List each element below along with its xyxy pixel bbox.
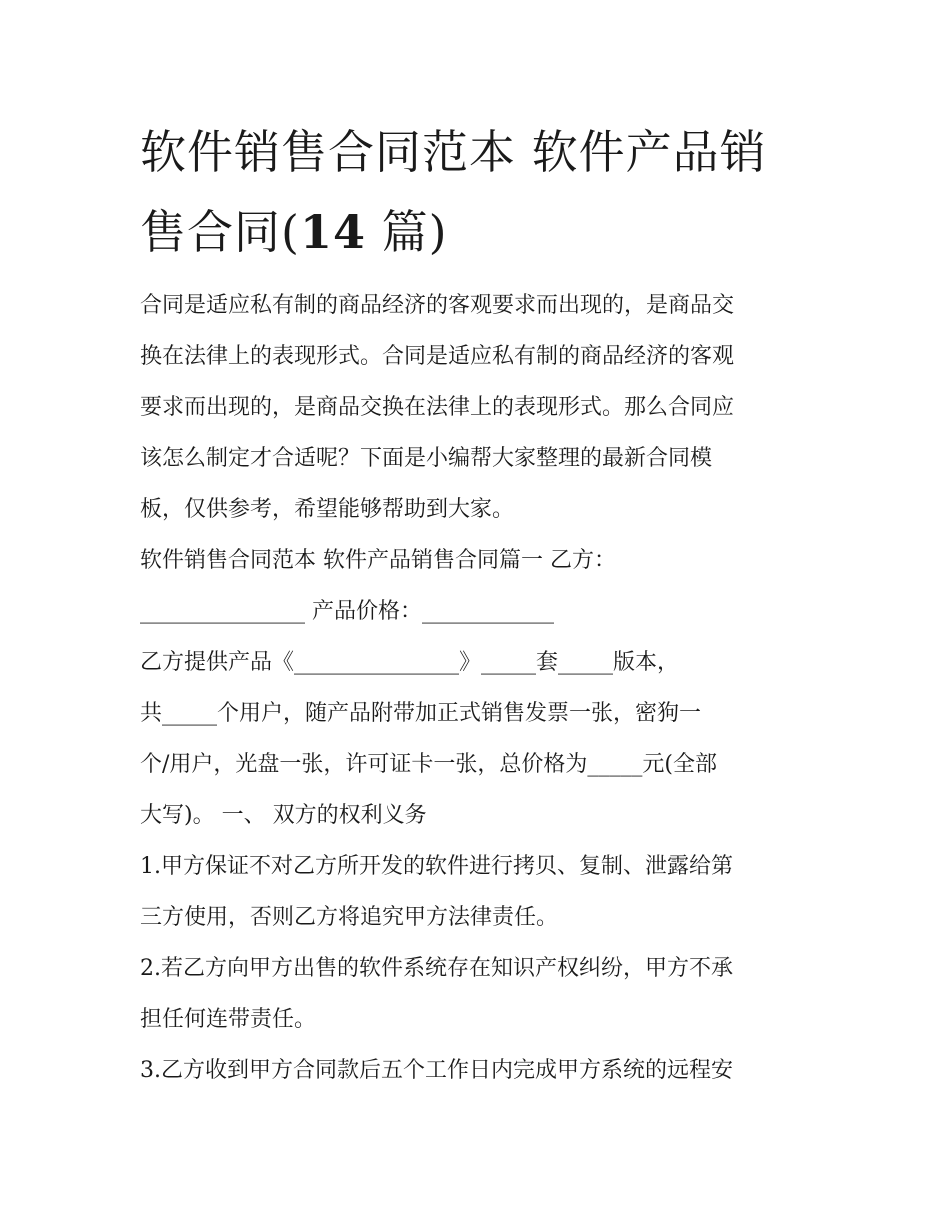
clause-line: 3.乙方收到甲方合同款后五个工作日内完成甲方系统的远程安 [140,1058,733,1083]
body-line: _______________ 产品价格：____________ [140,599,554,624]
title-count: 14 [299,205,366,259]
title-line-2: 售合同( [140,205,300,259]
clause-line: 担任何连带责任。 [140,1007,317,1032]
clause-line: 1.甲方保证不对乙方所开发的软件进行拷贝、复制、泄露给第 [140,854,733,879]
clause-line: 三方使用，否则乙方将追究甲方法律责任。 [140,905,559,930]
document-title [140,112,830,272]
title-line-2-end: 篇) [365,205,448,259]
clause-line: 2.若乙方向甲方出售的软件系统存在知识产权纠纷，甲方不承 [140,956,733,981]
body-line: 大写)。 一、 双方的权利义务 [140,803,427,828]
document-page [140,112,830,1096]
section-heading-line: 软件销售合同范本 软件产品销售合同篇一 乙方： [140,548,616,573]
body-line: 乙方提供产品《_______________》_____套_____版本， [140,650,680,675]
body-line: 该怎么制定才合适呢？下面是小编帮大家整理的最新合同模 [140,446,713,471]
body-line: 共_____个用户，随产品附带加正式销售发票一张，密狗一 [140,701,702,726]
body-line: 合同是适应私有制的商品经济的客观要求而出现的，是商品交 [140,293,735,318]
body-line: 换在法律上的表现形式。合同是适应私有制的商品经济的客观 [140,344,735,369]
body-line: 要求而出现的，是商品交换在法律上的表现形式。那么合同应 [140,395,735,420]
body-line: 板，仅供参考，希望能够帮助到大家。 [140,497,515,522]
title-line-1: 软件销售合同范本 软件产品销 [140,125,767,179]
body-line: 个/用户，光盘一张，许可证卡一张，总价格为_____元(全部 [140,752,717,777]
document-body [140,280,830,1096]
